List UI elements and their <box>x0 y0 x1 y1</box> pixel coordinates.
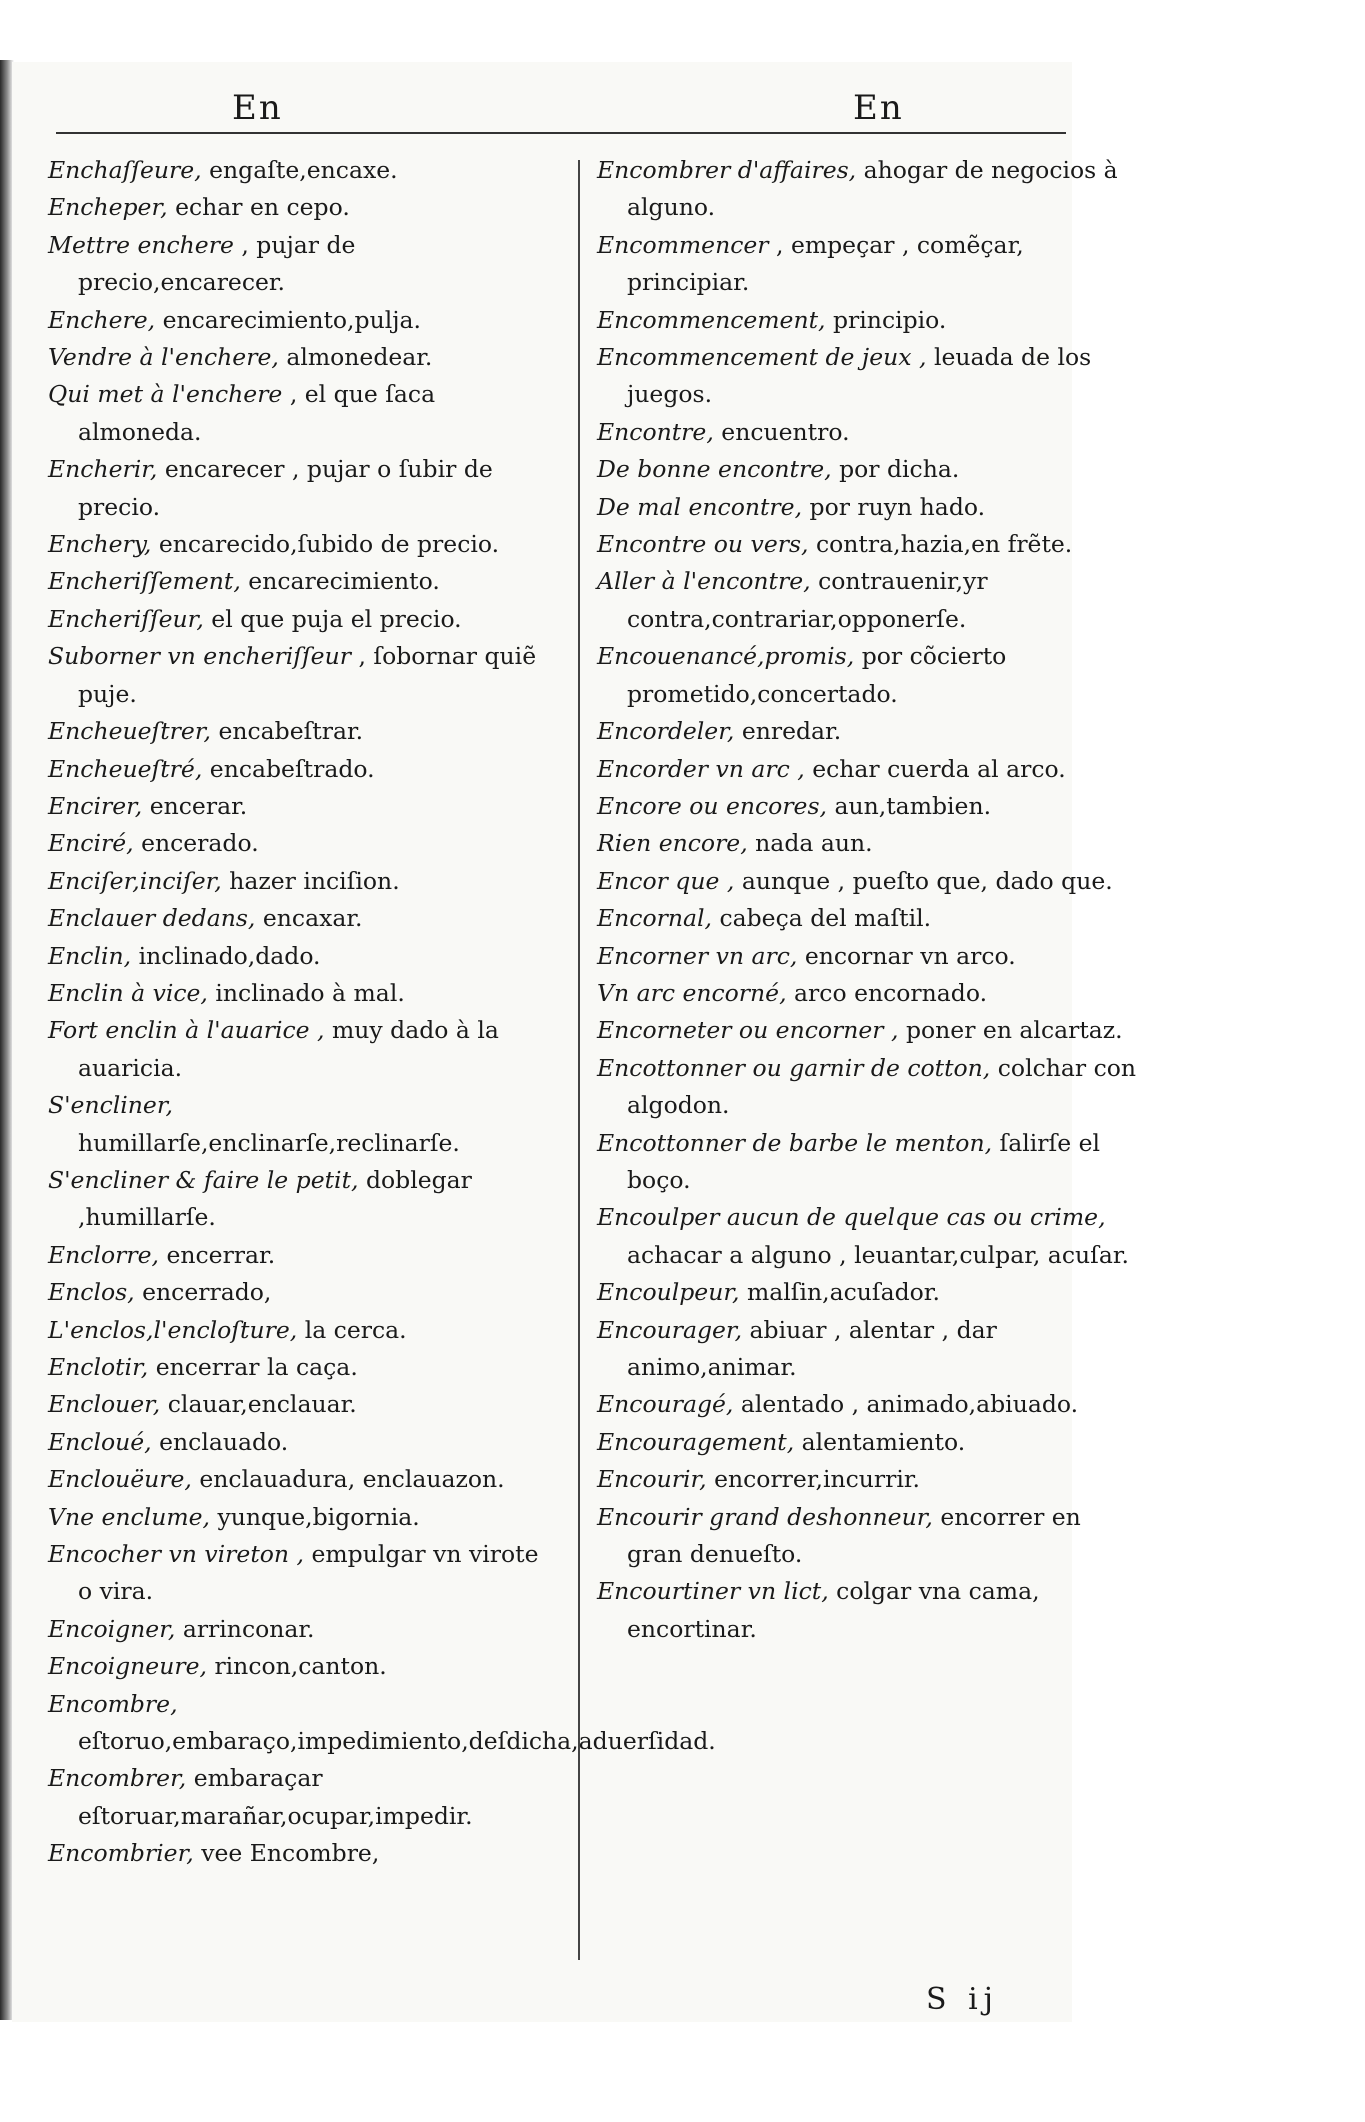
entry-headword: Encouragé, <box>597 1390 734 1419</box>
entry-headword: S'encliner, <box>48 1091 173 1120</box>
entry-definition: aun,tambien. <box>834 791 992 820</box>
dictionary-entry <box>48 1349 553 1386</box>
entry-headword: Vn arc encorné, <box>597 978 787 1007</box>
entry-headword: De bonne encontre, <box>597 455 832 484</box>
dictionary-entry <box>48 975 553 1012</box>
entry-definition: rincon,canton. <box>214 1652 387 1681</box>
entry-headword: Enclos, <box>48 1278 135 1307</box>
dictionary-entry <box>597 638 1137 713</box>
entry-headword: Encouenancé,promis, <box>597 642 855 671</box>
entry-definition: encerrado, <box>142 1278 272 1307</box>
entry-headword: Enciſer,inciſer, <box>48 866 222 895</box>
entry-headword: Encheper, <box>48 193 168 222</box>
dictionary-entry <box>48 900 553 937</box>
dictionary-entry <box>48 376 553 451</box>
entry-headword: Enclin, <box>48 941 132 970</box>
entry-definition: encabeſtrado. <box>209 754 375 783</box>
dictionary-entry <box>48 451 553 526</box>
entry-definition: enclauado. <box>159 1427 289 1456</box>
entry-definition: , empeçar , comẽçar, principiar. <box>627 230 1024 297</box>
entry-headword: Encherir, <box>48 455 158 484</box>
entry-headword: Encloué, <box>48 1427 152 1456</box>
dictionary-entry <box>48 1536 553 1611</box>
entry-definition: inclinado à mal. <box>215 978 405 1007</box>
dictionary-entry <box>48 1087 553 1162</box>
entry-headword: Encore ou encores, <box>597 791 827 820</box>
dictionary-entry <box>48 1648 553 1685</box>
entry-definition: ahogar de negocios à alguno. <box>627 156 1118 222</box>
dictionary-entry <box>597 1312 1137 1387</box>
dictionary-entry <box>48 1686 716 1761</box>
dictionary-entry <box>48 1237 553 1274</box>
dictionary-entry <box>48 526 553 563</box>
dictionary-entry <box>48 825 553 862</box>
entry-definition: encarecer , pujar o ſubir de precio. <box>78 455 493 521</box>
entry-definition: colgar vna cama, encortinar. <box>627 1577 1040 1643</box>
entry-headword: Encoulper aucun de quelque cas ou crime, <box>597 1203 1106 1232</box>
entry-definition: encaxar. <box>262 904 363 933</box>
dictionary-entry <box>597 227 1137 302</box>
dictionary-entry <box>597 1125 1137 1200</box>
dictionary-entry <box>597 938 1137 975</box>
entry-headword: De mal encontre, <box>597 492 803 521</box>
entry-headword: Qui met à l'enchere <box>48 380 283 409</box>
entry-definition: , pujar de precio,encarecer. <box>78 230 356 297</box>
dictionary-entry <box>597 526 1137 563</box>
entry-headword: Encottonner ou garnir de cotton, <box>597 1053 991 1082</box>
dictionary-entry <box>597 1386 1137 1423</box>
entry-headword: Aller à l'encontre, <box>597 567 811 596</box>
entry-headword: Encourir grand deshonneur, <box>597 1502 933 1531</box>
entry-definition: echar en cepo. <box>175 193 350 222</box>
entry-definition: colchar con algodon. <box>627 1053 1137 1120</box>
entry-definition: yunque,bigornia. <box>217 1502 420 1531</box>
entry-definition: principio. <box>833 305 947 334</box>
entry-definition: la cerca. <box>304 1315 407 1344</box>
entry-headword: Encheueſtrer, <box>48 717 211 746</box>
dictionary-entry <box>48 1424 553 1461</box>
entry-definition: encerrar la caça. <box>155 1353 358 1381</box>
dictionary-entry <box>597 339 1137 414</box>
dictionary-entry <box>597 563 1137 638</box>
entry-definition: arrinconar. <box>182 1614 315 1643</box>
dictionary-entry <box>597 302 1137 339</box>
entry-headword: Enchaſſeure, <box>48 156 202 184</box>
entry-headword: Vendre à l'enchere, <box>48 343 279 372</box>
dictionary-entry <box>48 227 553 302</box>
dictionary-entry <box>597 489 1137 526</box>
entry-definition: por cõcierto prometido,concertado. <box>627 642 1007 708</box>
entry-definition: almonedear. <box>286 343 433 372</box>
dictionary-entry <box>597 1050 1137 1125</box>
entry-definition: doblegar ,humillarſe. <box>78 1165 472 1232</box>
entry-definition: , ſobornar quiẽ puje. <box>78 642 537 708</box>
dictionary-entry <box>48 1461 553 1498</box>
entry-definition: ſalirſe el boço. <box>627 1128 1101 1194</box>
entry-definition: alentado , animado,abiuado. <box>740 1390 1079 1419</box>
entry-headword: Encornal, <box>597 904 712 933</box>
dictionary-entry <box>597 1274 1137 1311</box>
entry-headword: Rien encore, <box>597 829 748 858</box>
entry-headword: Encombrer d'affaires, <box>597 156 857 184</box>
dictionary-entry <box>48 638 553 713</box>
entry-headword: Encommencement, <box>597 305 826 334</box>
entry-definition: contra,hazia,en frẽte. <box>815 530 1073 559</box>
dictionary-entry <box>597 1461 1137 1498</box>
entry-headword: Enclouer, <box>48 1390 161 1419</box>
dictionary-entry <box>48 1312 553 1349</box>
entry-definition: nada aun. <box>755 829 873 858</box>
dictionary-entry <box>597 451 1137 488</box>
entry-headword: Enciré, <box>48 829 134 858</box>
entry-definition: arco encornado. <box>794 978 988 1007</box>
dictionary-entry <box>597 751 1137 788</box>
entry-definition: encerado. <box>141 829 259 858</box>
dictionary-entry <box>597 152 1137 227</box>
entry-headword: Vne enclume, <box>48 1502 210 1531</box>
entry-definition: muy dado à la auaricia. <box>78 1016 499 1082</box>
entry-headword: Encommencer <box>597 230 769 259</box>
entry-headword: Enchery, <box>48 530 152 559</box>
entry-definition: encorrer en gran denueſto. <box>627 1502 1081 1569</box>
entry-headword: Encorder vn arc , <box>597 754 805 783</box>
entry-headword: Encombre, <box>48 1689 178 1718</box>
dictionary-entry <box>597 713 1137 750</box>
entry-headword: Suborner vn encheriſſeur <box>48 642 351 671</box>
entry-definition: vee Encombre, <box>201 1839 380 1868</box>
entry-definition: cabeça del maſtil. <box>719 904 932 933</box>
dictionary-entry <box>48 1274 553 1311</box>
entry-headword: Encorneter ou encorner , <box>597 1016 899 1045</box>
dictionary-entry <box>48 1386 553 1423</box>
entry-headword: Encontre, <box>597 417 714 446</box>
entry-definition: encuentro. <box>721 417 850 446</box>
entry-definition: enclauadura, enclauazon. <box>199 1465 505 1494</box>
entry-headword: Encombrier, <box>48 1839 194 1868</box>
entry-definition: echar cuerda al arco. <box>812 754 1066 783</box>
entry-headword: Enclin à vice, <box>48 978 208 1007</box>
entry-definition: encarecimiento,pulja. <box>162 305 421 334</box>
entry-definition: encerar. <box>149 791 248 820</box>
entry-headword: Encourager, <box>597 1315 743 1344</box>
entry-definition: , el que ſaca almoneda. <box>78 380 436 446</box>
dictionary-entry <box>597 1199 1137 1274</box>
entry-headword: Encottonner de barbe le menton, <box>597 1128 993 1157</box>
entry-headword: Encoulpeur, <box>597 1278 740 1307</box>
entry-definition: engaſte,encaxe. <box>209 156 398 184</box>
dictionary-entry <box>48 601 553 638</box>
entry-headword: Enclouëure, <box>48 1465 192 1494</box>
dictionary-entry <box>48 1012 553 1087</box>
entry-definition: encerrar. <box>166 1240 276 1269</box>
entry-definition: empulgar vn virote o vira. <box>78 1540 539 1606</box>
entry-headword: Encor que , <box>597 866 735 895</box>
entry-headword: Fort enclin à l'auarice , <box>48 1016 325 1045</box>
column-divider <box>578 160 580 1960</box>
entry-headword: Encordeler, <box>597 717 735 746</box>
entry-headword: Encourir, <box>597 1465 707 1494</box>
dictionary-entry <box>48 1611 553 1648</box>
entry-definition: eſtoruo,embaraço,impedimiento,deſdicha,aduerſidad. <box>78 1727 716 1756</box>
entry-headword: Encoigner, <box>48 1614 176 1643</box>
entry-definition: encabeſtrar. <box>218 717 364 746</box>
dictionary-entry <box>48 863 553 900</box>
entry-definition: aunque , pueſto que, dado que. <box>741 866 1113 895</box>
entry-headword: Encoigneure, <box>48 1652 207 1681</box>
entry-headword: Enclauer dedans, <box>48 904 256 933</box>
entry-definition: encorrer,incurrir. <box>714 1465 920 1494</box>
entry-headword: Encorner vn arc, <box>597 941 798 970</box>
dictionary-entry <box>48 1499 553 1536</box>
dictionary-entry <box>48 152 553 189</box>
entry-definition: abiuar , alentar , dar animo,animar. <box>627 1315 997 1381</box>
dictionary-entry <box>48 751 553 788</box>
entry-definition: inclinado,dado. <box>138 941 321 970</box>
dictionary-entry <box>597 1573 1137 1648</box>
dictionary-entry <box>597 414 1137 451</box>
entry-headword: L'enclos,l'encloſture, <box>48 1315 298 1344</box>
entry-definition: poner en alcartaz. <box>905 1016 1123 1045</box>
dictionary-entry <box>597 1012 1137 1049</box>
entry-definition: por dicha. <box>839 455 960 484</box>
entry-headword: Encirer, <box>48 791 143 820</box>
dictionary-entry <box>597 863 1137 900</box>
header-rule <box>56 132 1066 134</box>
dictionary-entry <box>48 189 553 226</box>
entry-definition: humillarſe,enclinarſe,reclinarſe. <box>78 1128 460 1157</box>
dictionary-entry <box>597 1499 1137 1574</box>
entry-headword: Encocher vn vireton , <box>48 1540 304 1569</box>
entry-definition: embaraçar eſtoruar,marañar,ocupar,impedir. <box>78 1764 473 1830</box>
entry-definition: encornar vn arco. <box>804 941 1016 970</box>
running-head-right: En <box>853 88 904 128</box>
entry-headword: Enclorre, <box>48 1240 159 1269</box>
entry-definition: hazer inciſion. <box>229 866 400 895</box>
dictionary-entry <box>48 302 553 339</box>
entry-headword: Enchere, <box>48 305 156 334</box>
entry-definition: por ruyn hado. <box>809 492 986 521</box>
dictionary-entry <box>48 1760 553 1835</box>
signature-mark: S ij <box>926 1982 999 2017</box>
entry-headword: Encourtiner vn lict, <box>597 1577 829 1606</box>
dictionary-entry <box>48 788 553 825</box>
dictionary-entry <box>48 1835 553 1872</box>
entry-definition: achacar a alguno , leuantar,culpar, acuſar. <box>627 1240 1129 1269</box>
running-head-left: En <box>232 88 283 128</box>
entry-definition: clauar,enclauar. <box>167 1390 357 1419</box>
entry-definition: el que puja el precio. <box>211 604 462 633</box>
entry-headword: Encheriſſeur, <box>48 604 204 633</box>
dictionary-entry <box>48 563 553 600</box>
entry-headword: Encheueſtré, <box>48 754 203 783</box>
entry-headword: Enclotir, <box>48 1353 149 1381</box>
entry-definition: encarecimiento. <box>248 567 440 596</box>
dictionary-entry <box>597 825 1137 862</box>
dictionary-entry <box>597 1424 1137 1461</box>
dictionary-entry <box>597 900 1137 937</box>
right-column <box>597 152 1137 1648</box>
entry-definition: contrauenir,yr contra,contrariar,opponerſe. <box>627 567 988 633</box>
entry-definition: leuada de los juegos. <box>627 343 1092 409</box>
entry-definition: encarecido,ſubido de precio. <box>158 530 500 559</box>
entry-headword: Encouragement, <box>597 1427 795 1456</box>
entry-definition: malſin,acuſador. <box>746 1278 940 1307</box>
entry-headword: Encommencement de jeux , <box>597 343 927 372</box>
entry-headword: Encombrer, <box>48 1764 187 1793</box>
dictionary-entry <box>48 339 553 376</box>
entry-headword: S'encliner & faire le petit, <box>48 1165 359 1194</box>
dictionary-entry <box>597 975 1137 1012</box>
dictionary-entry <box>48 713 553 750</box>
entry-headword: Encheriſſement, <box>48 567 241 596</box>
entry-headword: Encontre ou vers, <box>597 530 809 559</box>
dictionary-entry <box>597 788 1137 825</box>
dictionary-entry <box>48 938 553 975</box>
entry-headword: Mettre enchere <box>48 230 234 259</box>
dictionary-entry <box>48 1162 553 1237</box>
entry-definition: alentamiento. <box>801 1427 966 1456</box>
entry-definition: enredar. <box>741 717 842 746</box>
